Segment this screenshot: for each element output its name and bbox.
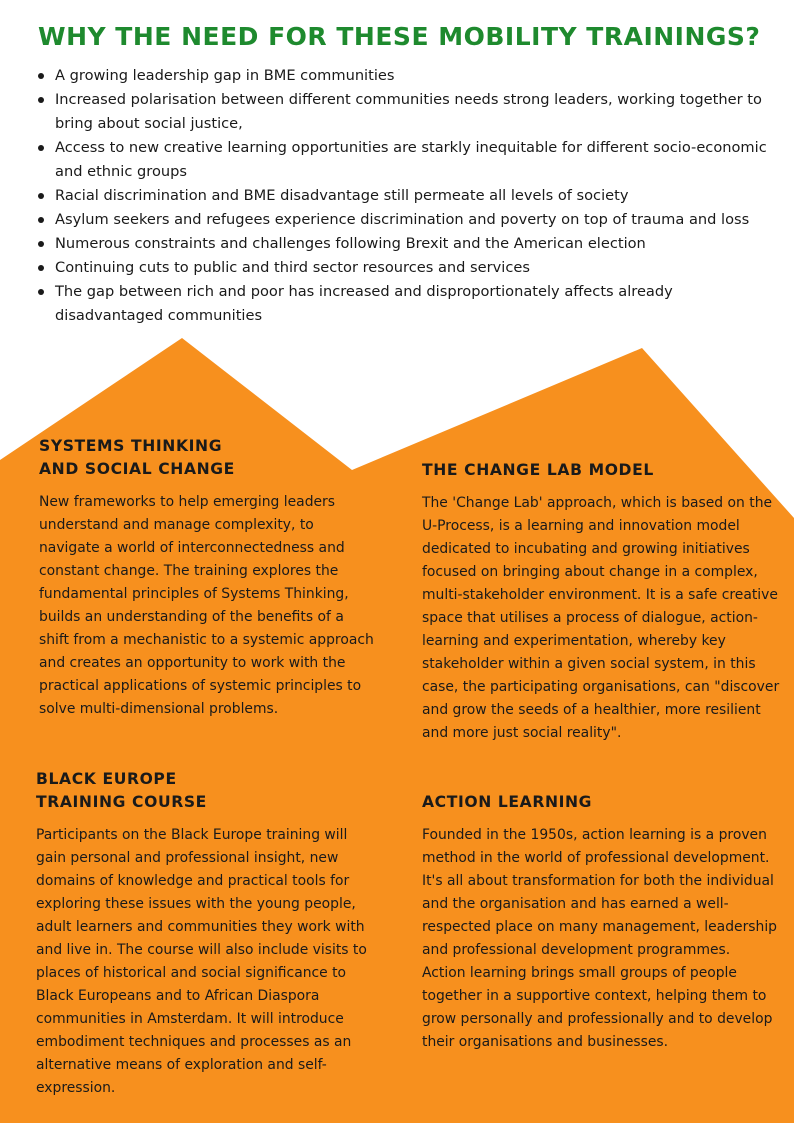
section-heading: [39, 435, 377, 481]
heading-line: TRAINING COURSE: [36, 793, 207, 811]
list-item: The gap between rich and poor has increased and disproportionately affects already disadvantaged communities: [36, 280, 781, 328]
list-item: Increased polarisation between different communities needs strong leaders, working together to bring about social justice,: [36, 88, 781, 136]
list-item: A growing leadership gap in BME communities: [36, 64, 781, 88]
section-body: Participants on the Black Europe training will gain personal and professional insight, new domains of knowledge and practical tools for exploring these issues with the young people, adult learners and communities they work with and live in. The course will also include visits to places of historical and social significance to Black Europeans and to African Diaspora communities in Amsterdam. It will introduce embodiment techniques and processes as an alternative means of exploration and self-expression.: [36, 827, 367, 1096]
section-body: Action learning brings small groups of people together in a supportive context, helping them to grow personally and professionally and to develop their organisations and businesses.: [422, 965, 773, 1050]
heading-line: BLACK EUROPE: [36, 770, 177, 788]
section-heading: THE CHANGE LAB MODEL: [422, 461, 654, 479]
systems-thinking-section: [39, 435, 377, 721]
needs-bullet-list: [36, 64, 781, 328]
page-title: WHY THE NEED FOR THESE MOBILITY TRAININGS?: [38, 22, 761, 51]
section-heading: [36, 768, 376, 814]
action-learning-section: [422, 791, 780, 1054]
list-item: Numerous constraints and challenges following Brexit and the American election: [36, 232, 781, 256]
section-heading: ACTION LEARNING: [422, 793, 593, 811]
list-item: Access to new creative learning opportunities are starkly inequitable for different socio-economic and ethnic groups: [36, 136, 781, 184]
list-item: Continuing cuts to public and third sector resources and services: [36, 256, 781, 280]
list-item: Asylum seekers and refugees experience discrimination and poverty on top of trauma and loss: [36, 208, 781, 232]
section-body: Founded in the 1950s, action learning is a proven method in the world of professional development. It's all about transformation for both the individual and the organisation and has earned a well-respected place on many management, leadership and professional development programmes.: [422, 827, 777, 958]
heading-line: AND SOCIAL CHANGE: [39, 460, 235, 478]
black-europe-section: [36, 768, 376, 1100]
change-lab-section: [422, 459, 780, 745]
section-body: The 'Change Lab' approach, which is based on the U-Process, is a learning and innovation model dedicated to incubating and growing initiatives focused on bringing about change in a complex, multi-stakeholder environment. It is a safe creative space that utilises a process of dialogue, action-learning and experimentation, whereby key stakeholder within a given social system, in this case, the participating organisations, can "discover and grow the seeds of a healthier, more resilient and more just social reality".: [422, 495, 780, 741]
heading-line: SYSTEMS THINKING: [39, 437, 223, 455]
list-item: Racial discrimination and BME disadvantage still permeate all levels of society: [36, 184, 781, 208]
section-body: New frameworks to help emerging leaders understand and manage complexity, to navigate a world of interconnectedness and constant change. The training explores the fundamental principles of Systems Thinking, builds an understanding of the benefits of a shift from a mechanistic to a systemic approach and creates an opportunity to work with the practical applications of systemic principles to solve multi-dimensional problems.: [39, 494, 374, 717]
